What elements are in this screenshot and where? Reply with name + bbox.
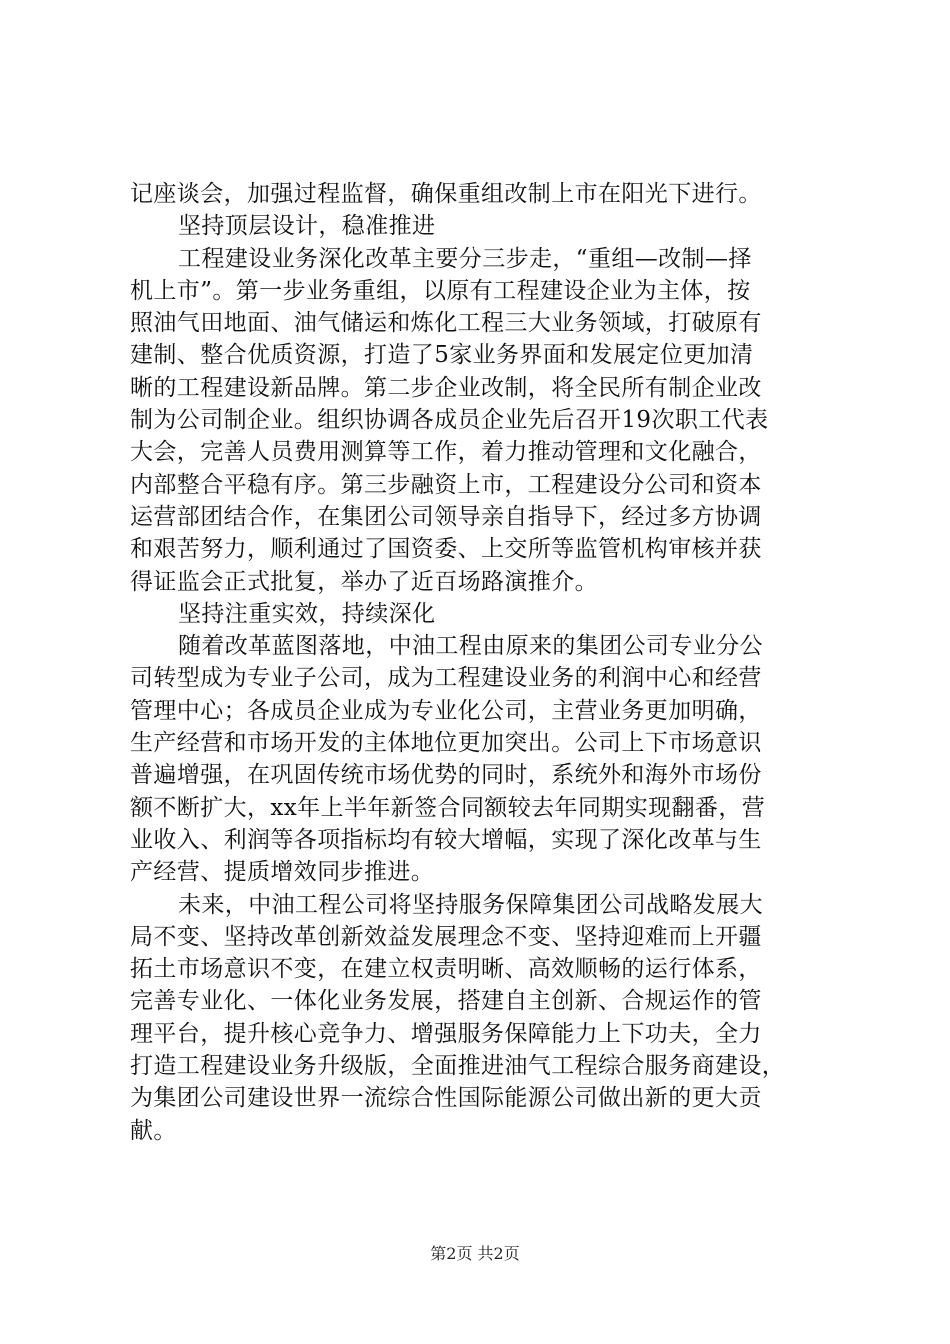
text-line: 得证监会正式批复，举办了近百场路演推介。 <box>130 568 598 595</box>
text-line: 机上市”。第一步业务重组，以原有工程建设企业为主体，按 <box>130 277 751 304</box>
text-line: 记座谈会，加强过程监督，确保重组改制上市在阳光下进行。 <box>130 181 762 207</box>
page-number-footer: 第2页 共2页 <box>430 1244 520 1263</box>
text-line: 额不断扩大，xx年上半年新签合同额较去年同期实现翻番，营 <box>130 794 766 821</box>
text-line: 打造工程建设业务升级版，全面推进油气工程综合服务商建设， <box>130 1053 786 1080</box>
text-line: 拓土市场意识不变，在建立权责明晰、高效顺畅的运行体系， <box>130 956 762 983</box>
text-line: 普遍增强，在巩固传统市场优势的同时，系统外和海外市场份 <box>130 762 762 789</box>
text-line: 局不变、坚持改革创新效益发展理念不变、坚持迎难而上开疆 <box>130 923 762 950</box>
text-line: 生产经营和市场开发的主体地位更加突出。公司上下市场意识 <box>130 730 762 757</box>
text-line: 未来，中油工程公司将坚持服务保障集团公司战略发展大 <box>178 891 763 918</box>
text-line: 制为公司制企业。组织协调各成员企业先后召开19次职工代表 <box>130 407 769 434</box>
text-line: 业收入、利润等各项指标均有较大增幅，实现了深化改革与生 <box>130 826 762 853</box>
text-line: 和艰苦努力，顺利通过了国资委、上交所等监管机构审核并获 <box>130 536 762 563</box>
section-heading: 坚持顶层设计，稳准推进 <box>178 213 436 240</box>
text-line: 随着改革蓝图落地，中油工程由原来的集团公司专业分公 <box>178 633 763 660</box>
text-line: 管理中心；各成员企业成为专业化公司，主营业务更加明确， <box>130 697 762 724</box>
section-heading: 坚持注重实效，持续深化 <box>178 600 436 627</box>
text-line: 献。 <box>130 1117 177 1144</box>
text-line: 运营部团结合作，在集团公司领导亲自指导下，经过多方协调 <box>130 503 762 530</box>
text-line: 工程建设业务深化改革主要分三步走，“重组—改制—择 <box>178 245 752 272</box>
text-line: 司转型成为专业子公司，成为工程建设业务的利润中心和经营 <box>130 665 762 692</box>
text-line: 产经营、提质增效同步推进。 <box>130 859 435 886</box>
text-line: 为集团公司建设世界一流综合性国际能源公司做出新的更大贡 <box>130 1085 762 1112</box>
text-line: 照油气田地面、油气储运和炼化工程三大业务领域，打破原有 <box>130 310 762 337</box>
text-line: 大会，完善人员费用测算等工作，着力推动管理和文化融合， <box>130 439 762 466</box>
document-body <box>130 178 850 1147</box>
text-line: 建制、整合优质资源，打造了5家业务界面和发展定位更加清 <box>130 342 754 369</box>
text-line: 完善专业化、一体化业务发展，搭建自主创新、合规运作的管 <box>130 988 762 1015</box>
text-line: 晰的工程建设新品牌。第二步企业改制，将全民所有制企业改 <box>130 374 762 401</box>
text-line: 内部整合平稳有序。第三步融资上市，工程建设分公司和资本 <box>130 471 762 498</box>
text-line: 理平台，提升核心竞争力、增强服务保障能力上下功夫，全力 <box>130 1020 762 1047</box>
